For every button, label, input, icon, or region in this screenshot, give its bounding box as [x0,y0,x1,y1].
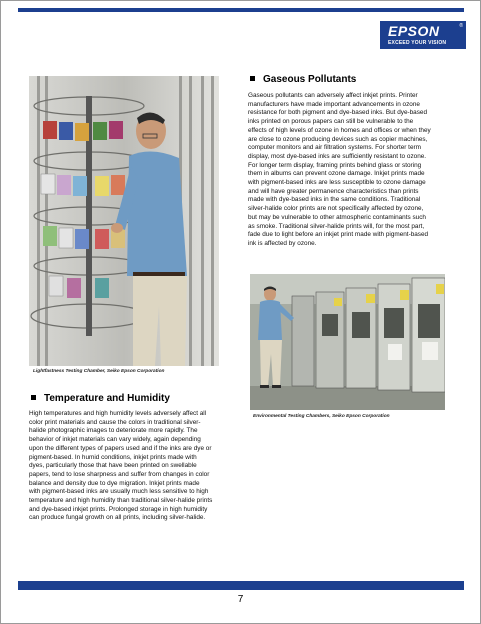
logo-wordmark: EPSON [388,23,440,39]
logo-registered-mark: ® [459,23,463,29]
text-line: effects of high levels of ozone in homes and offices or when they [248,126,431,134]
page-number: 7 [237,594,244,605]
text-line: High temperatures and high humidity levels adversely affect all [29,410,207,417]
text-line: with pigment-based inks are less susceptible to ozone damage [248,179,426,187]
text-line: dyes, particularly those that have been printed on swellable [29,462,197,470]
text-line: behavior of inkjet materials can vary widely, again depending [29,436,201,444]
environmental-chambers-photo [250,274,445,410]
photo-caption: Environmental Testing Chambers, Seiko Epson Corporation [253,414,390,419]
logo-tagline: EXCEED YOUR VISION [388,40,447,46]
text-line: them in albums can prevent ozone damage. Inkjet prints made [248,170,425,178]
section-heading-gaseous-pollutants [250,74,356,85]
lightfastness-chamber-photo [29,76,219,366]
text-line: resistance for both pigment and dye-based inks. But dye-based [248,109,428,117]
text-line: as smoke. Traditional silver-halide prints will, for the most part, [248,222,425,230]
text-line: and dye-based inkjet prints. Prolonged storage in high humidity [29,505,208,513]
text-line: made with dye-based inks in the same conditions. Traditional [248,196,421,204]
text-line: ink is affected by ozone. [248,239,317,247]
section-title: Gaseous Pollutants [263,74,357,85]
text-line: papers, tend to lose sharpness and suffer from changes in color [29,470,210,478]
text-line: pigment-based. In humid conditions, inkjet prints made with [29,453,197,461]
text-line: For longer term display, framing prints behind glass or storing [248,161,422,169]
temperature-humidity-paragraph [29,410,212,523]
section-heading-temperature-humidity [31,393,170,404]
text-line: halide photographic images to deteriorate more rapidly. The [29,427,198,435]
text-line: balance and density due to dye migration. Inkjet prints made [29,479,200,487]
text-line: manufacturers have made important advancements in ozone [248,100,420,108]
gaseous-pollutants-paragraph [248,92,431,249]
text-line: Gaseous pollutants can adversely affect inkjet prints. Printer [248,92,418,99]
text-line: silver-halide color prints are not specifically affected by ozone, [248,205,424,213]
text-line: fade due to light before an inkjet print made with pigment-based [248,231,429,239]
text-line: color print materials and cause the colors in traditional silver- [29,418,201,426]
text-line: with pigment-based inks are usually much less sensitive to high [29,488,209,496]
text-line: temperature and high humidity than traditional silver-halide prints [29,497,213,505]
top-accent-bar [18,8,464,12]
text-line: can produce fungal growth on all prints, including silver-halide. [29,514,206,522]
text-line: computer monitors and air filtration systems. For shorter term [248,144,421,152]
text-line: upon the different types of papers used and if the inks are dye or [29,444,212,452]
bullet-square-icon [31,395,36,400]
text-line: are close to ozone producing devices such as copier machines, [248,135,428,143]
bottom-accent-bar [18,581,464,590]
text-line: inks printed on porous papers can still be vulnerable to the [248,118,414,126]
section-title: Temperature and Humidity [44,393,170,404]
text-line: and will have greater permanence characteristics than prints [248,187,419,195]
bullet-square-icon [250,76,255,81]
epson-logo [380,21,466,49]
text-line: but may be vulnerable to other atmospheric contaminants such [248,213,426,221]
photo-caption: Lightfastness Testing Chamber, Seiko Epson Corporation [33,369,165,374]
text-line: display, most dye-based inks are sufficiently resistant to ozone. [248,152,427,160]
